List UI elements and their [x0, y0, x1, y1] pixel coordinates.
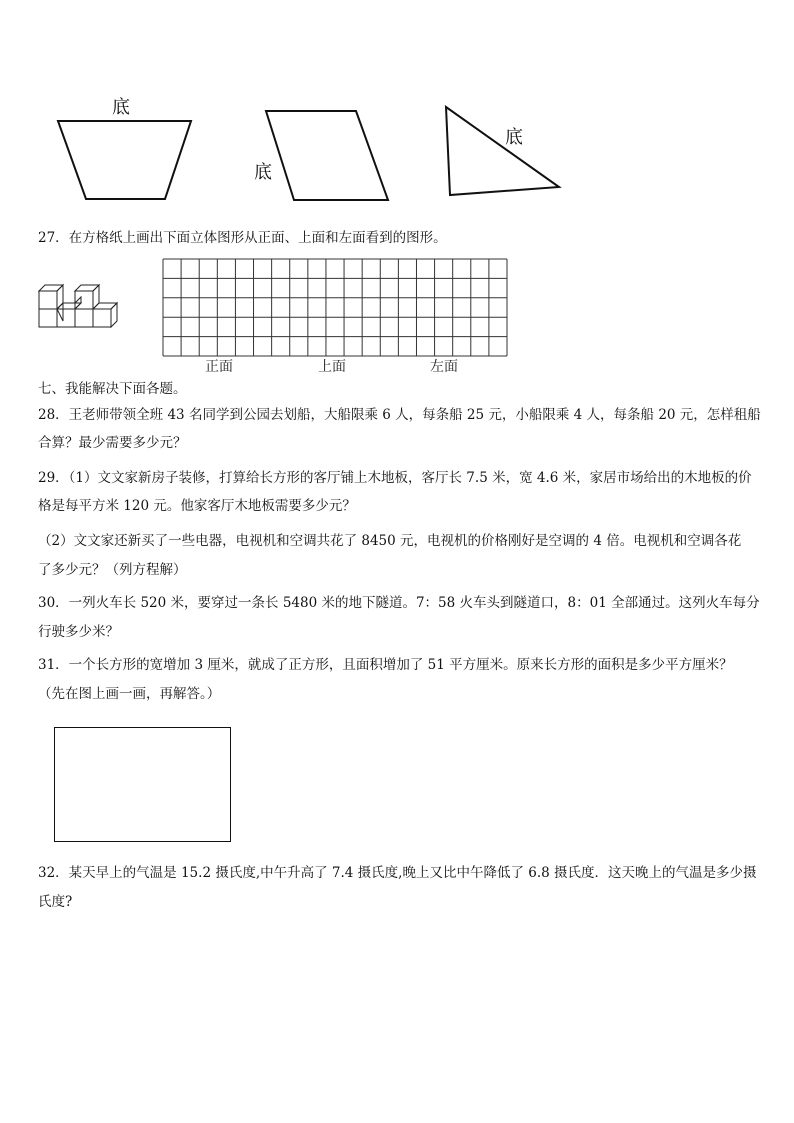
question-29-part2-line-2: 了多少元？（列方程解）: [38, 562, 187, 578]
trapezoid-base-label: 底: [112, 97, 130, 118]
question-28-line-1: 28．王老师带领全班 43 名同学到公园去划船，大船限乘 6 人，每条船 25 元，小船限乘 4 人，每条船 20 元，怎样租船: [38, 407, 761, 423]
grid-label-front: 正面: [205, 359, 233, 375]
question-29-part1-line-1: 29．（1）文文家新房子装修，打算给长方形的客厅铺上木地板，客厅长 7.5 米，宽 4.6 米，家居市场给出的木地板的价: [38, 470, 752, 486]
question-29-part1-line-2: 格是每平方米 120 元。他家客厅木地板需要多少元？: [38, 498, 356, 514]
question-30-line-1: 30．一列火车长 520 米，要穿过一条长 5480 米的地下隧道。7：58 火车头到隧道口，8：01 全部通过。这列火车每分: [38, 595, 760, 611]
question-28-line-2: 合算？最少需要多少元？: [38, 435, 187, 451]
question-29-part2-line-1: （2）文文家还新买了一些电器，电视机和空调共花了 8450 元，电视机的价格刚好是空调的 4 倍。电视机和空调各花: [38, 533, 742, 549]
drawing-rectangle-box: [54, 727, 231, 842]
section-7-title: 七、我能解决下面各题。: [38, 381, 187, 397]
triangle-base-label: 底: [505, 127, 523, 148]
parallelogram-figure: [262, 108, 394, 204]
trapezoid-figure: [50, 110, 200, 205]
triangle-figure: [440, 103, 565, 199]
question-32-line-1: 32．某天早上的气温是 15.2 摄氏度,中午升高了 7.4 摄氏度,晚上又比中午降低了 6.8 摄氏度．这天晚上的气温是多少摄: [38, 865, 757, 881]
grid-label-top: 上面: [318, 359, 346, 375]
question-32-line-2: 氏度?: [38, 894, 73, 910]
question-31-line-2: （先在图上画一画，再解答。）: [38, 686, 221, 702]
question-31-line-1: 31．一个长方形的宽增加 3 厘米，就成了正方形，且面积增加了 51 平方厘米。原来长方形的面积是多少平方厘米？: [38, 657, 733, 673]
question-27-text: 27．在方格纸上画出下面立体图形从正面、上面和左面看到的图形。: [38, 230, 447, 246]
cube-solid-figure: [36, 283, 118, 333]
square-grid: [162, 258, 508, 357]
grid-label-left: 左面: [430, 359, 458, 375]
parallelogram-base-label: 底: [254, 162, 272, 183]
question-30-line-2: 行驶多少米？: [38, 624, 119, 640]
